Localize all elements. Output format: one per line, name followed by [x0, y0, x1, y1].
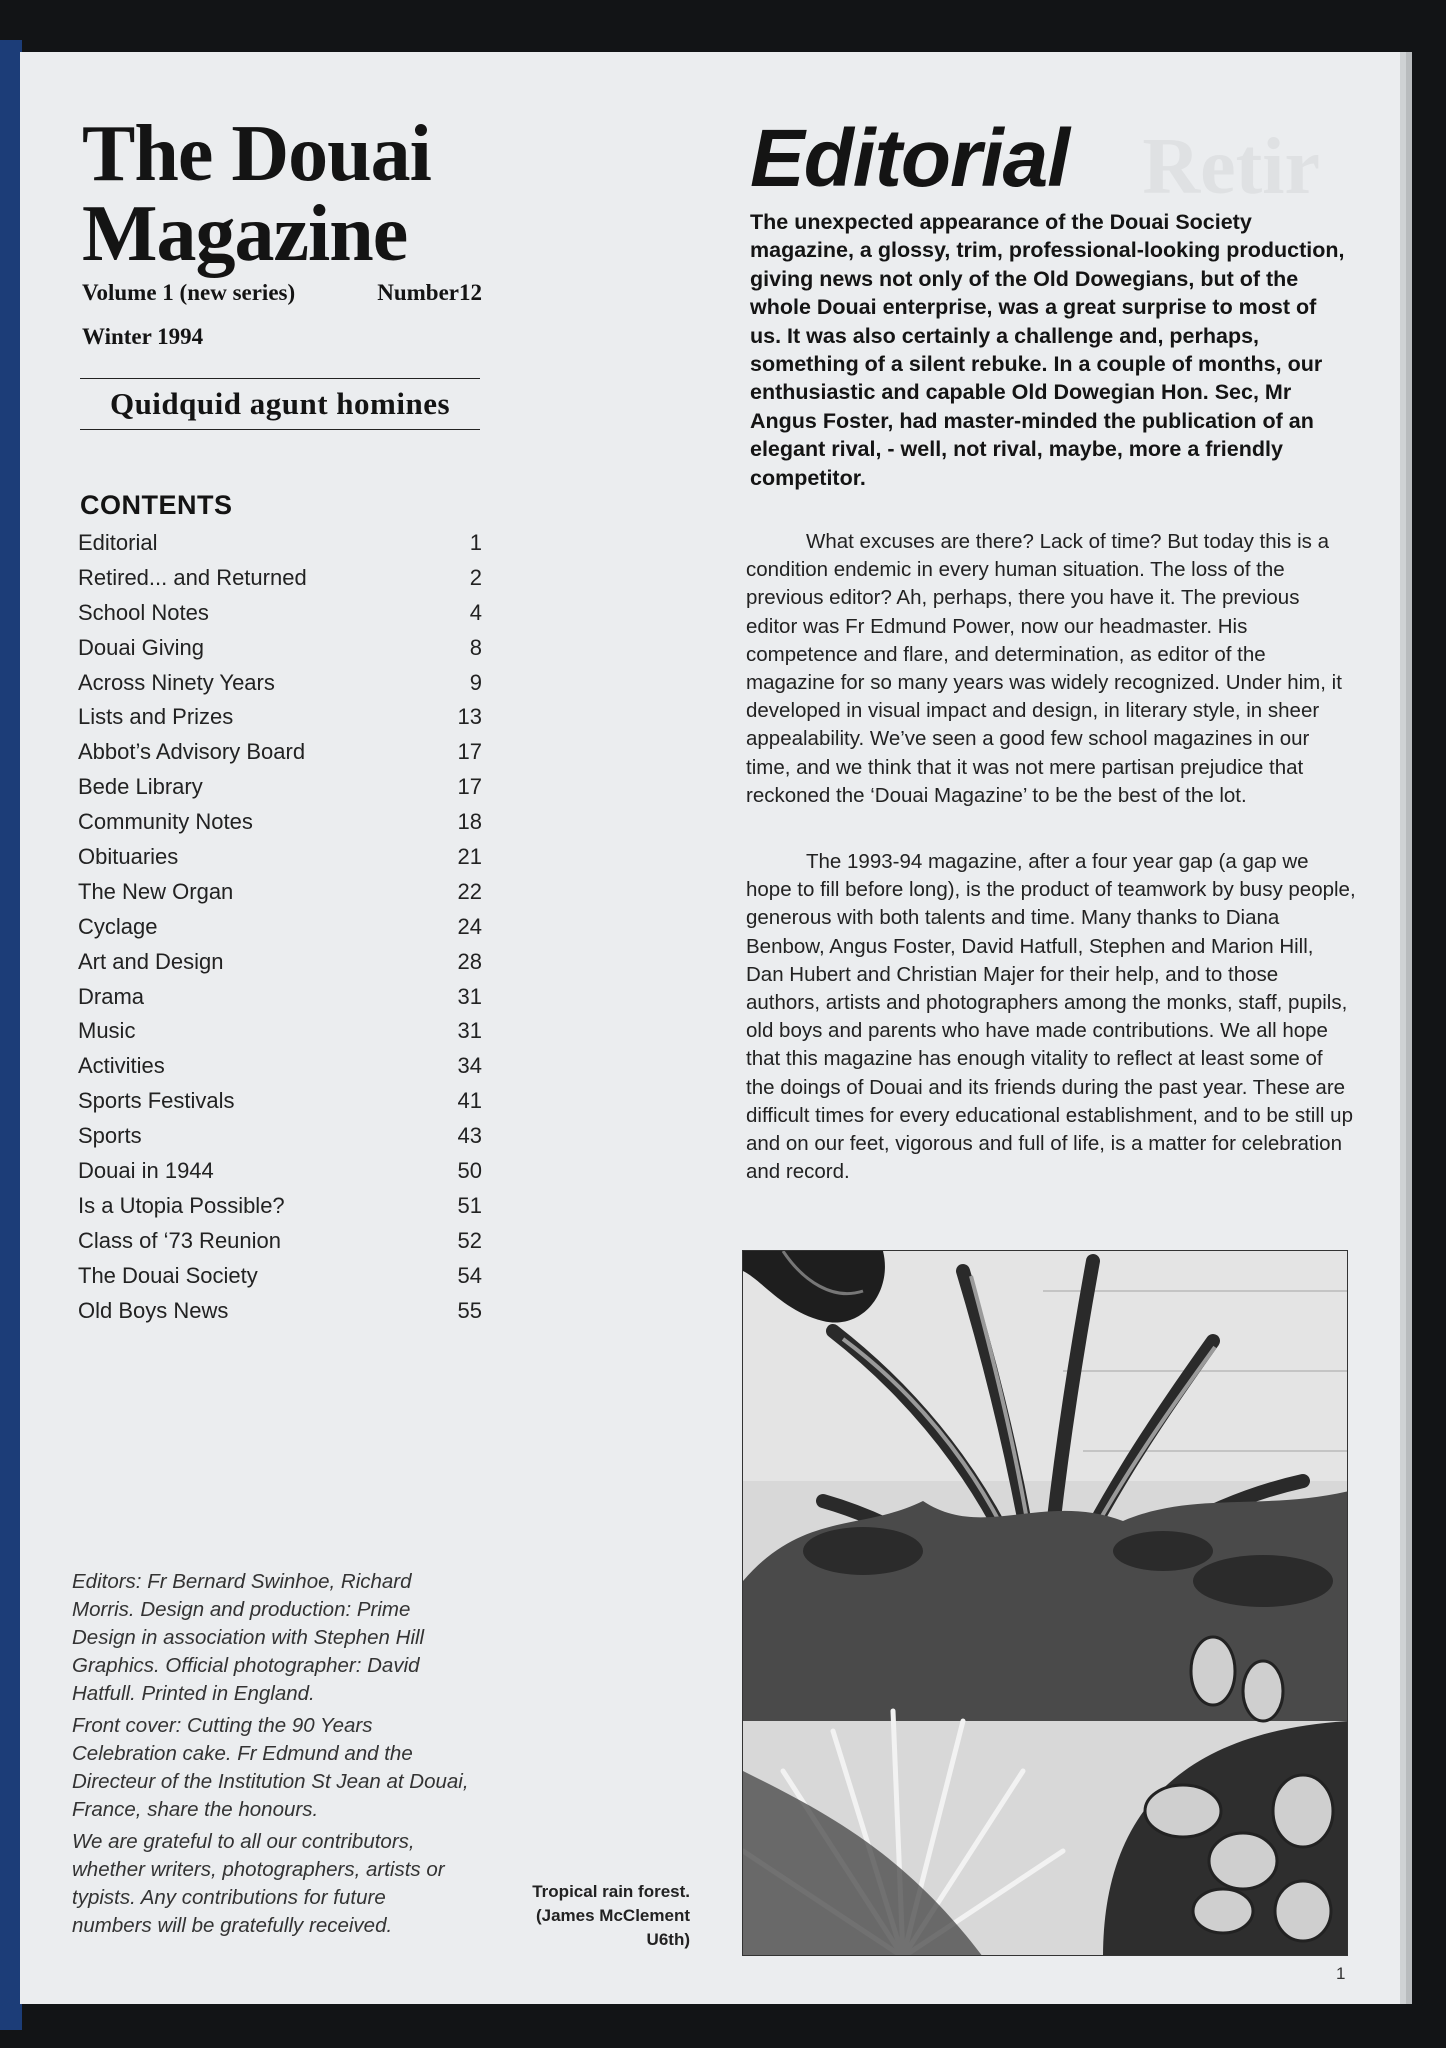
magazine-title	[82, 110, 482, 278]
contents-item-page: 4	[469, 599, 482, 625]
credits-front-cover: Front cover: Cutting the 90 Years Celebration cake. Fr Edmund and the Directeur of the Institution St Jean at Douai, France, share the honours.	[72, 1714, 469, 1821]
contents-item-title: Is a Utopia Possible?	[78, 1192, 285, 1218]
contents-item-page: 8	[469, 634, 482, 660]
contents-item-page: 17	[457, 774, 482, 800]
contents-item-page: 51	[457, 1192, 482, 1218]
contents-item	[78, 875, 482, 910]
contents-item	[78, 840, 482, 875]
contents-item-title: Abbot’s Advisory Board	[78, 739, 306, 765]
contents-item-page: 34	[457, 1053, 482, 1079]
editorial-paragraph-2: The 1993-94 magazine, after a four year gap (a gap we hope to fill before long), is the product of teamwork by busy people, generous with both talents and time. Many thanks to Diana Benbow, Angus Foster, David Hatfull, Stephen and Marion Hill, Dan Hubert and Christian Majer for their help, and to those authors, artists and photographers among the monks, staff, pupils, old boys and parents who have made contributions. We all hope that this magazine has enough vitality to reflect at least some of the doings of Douai and its friends during the past year. These are difficult times for every educational establishment, and to be still up and on our feet, vigorous and full of life, is a matter for celebration and record.	[746, 850, 1356, 1184]
show-through-text: Retir	[1142, 123, 1320, 211]
contents-item-page: 54	[457, 1262, 482, 1288]
contents-list	[78, 526, 482, 1328]
editorial-heading: Editorial	[750, 113, 1070, 204]
title-line-2: Magazine	[82, 190, 408, 278]
contents-item	[78, 596, 482, 631]
contents-item-page: 52	[457, 1227, 482, 1253]
contents-item-title: Sports Festivals	[78, 1088, 235, 1114]
rainforest-illustration	[743, 1251, 1348, 1956]
contents-item-page: 13	[457, 704, 482, 730]
contents-item	[78, 805, 482, 840]
contents-item-page: 28	[457, 948, 482, 974]
contents-item	[78, 945, 482, 980]
contents-item	[78, 770, 482, 805]
contents-item-page: 43	[457, 1123, 482, 1149]
contents-item-title: Sports	[78, 1123, 142, 1149]
motto-banner	[80, 378, 480, 430]
contents-item-page: 41	[457, 1088, 482, 1114]
credits-editors: Editors: Fr Bernard Swinhoe, Richard Morris. Design and production: Prime Design in association with Stephen Hill Graphics. Official photographer: David Hatfull. Printed in England.	[72, 1570, 425, 1705]
motto: Quidquid agunt homines	[109, 386, 451, 421]
volume-row	[82, 280, 482, 306]
contents-item	[78, 1084, 482, 1119]
contents-item-page: 2	[469, 564, 482, 590]
contents-item-title: Douai in 1944	[78, 1158, 214, 1184]
issue-number: Number12	[377, 280, 482, 305]
contents-item-title: Community Notes	[78, 809, 253, 835]
contents-item-title: Editorial	[78, 530, 158, 555]
contents-item-page: 24	[457, 913, 482, 939]
contents-item	[78, 910, 482, 945]
credits-block	[72, 1568, 470, 1944]
contents-item	[78, 1294, 482, 1329]
contents-item-page: 17	[457, 739, 482, 765]
contents-item-title: The Douai Society	[78, 1262, 258, 1288]
contents-item-title: School Notes	[78, 599, 209, 625]
contents-item-page: 50	[457, 1158, 482, 1184]
contents-heading: CONTENTS	[80, 490, 233, 520]
contents-item-title: Old Boys News	[78, 1297, 229, 1323]
contents-item-title: Bede Library	[78, 774, 203, 800]
volume-label: Volume 1 (new series)	[82, 280, 296, 305]
contents-item-title: Obituaries	[78, 844, 179, 870]
page-number: 1	[1336, 1964, 1346, 1983]
contents-item-page: 9	[469, 669, 482, 695]
contents-item	[78, 1189, 482, 1224]
contents-item	[78, 526, 482, 561]
editorial-paragraph-1: What excuses are there? Lack of time? But today this is a condition endemic in every human situation. The loss of the previous editor? Ah, perhaps, there you have it. The previous editor was Fr Edmund Power, now our headmaster. His competence and flare, and determination, as editor of the magazine for so many years was widely recognized. Under him, it developed in visual impact and design, in literary style, in sheer appealability. We’ve seen a good few school magazines in our time, and we think that it was not mere partisan prejudice that reckoned the ‘Douai Magazine’ to be the best of the lot.	[746, 530, 1342, 807]
contents-item	[78, 666, 482, 701]
contents-item-page: 31	[457, 1018, 482, 1044]
contents-item	[78, 631, 482, 666]
contents-item-page: 22	[457, 878, 482, 904]
contents-item-title: Class of ‘73 Reunion	[78, 1227, 282, 1253]
contents-item-title: Art and Design	[78, 948, 224, 974]
magazine-page	[20, 52, 1400, 2004]
contents-item	[78, 1049, 482, 1084]
contents-item	[78, 1154, 482, 1189]
contents-item	[78, 561, 482, 596]
contents-item	[78, 1259, 482, 1294]
contents-item-page: 21	[457, 844, 482, 870]
editorial-lead: The unexpected appearance of the Douai Society magazine, a glossy, trim, professional-looking production, giving news not only of the Old Dowegians, but of the whole Douai enterprise, was a great surprise to most of us. It was also certainly a challenge and, perhaps, something of a silent rebuke. In a couple of months, our enthusiastic and capable Old Dowegian Hon. Sec, Mr Angus Foster, had master-minded the publication of an elegant rival, - well, not rival, maybe, more a friendly competitor.	[750, 210, 1345, 490]
contents-item-title: Cyclage	[78, 913, 158, 939]
contents-item-page: 55	[457, 1297, 482, 1323]
contents-item-title: Retired... and Returned	[78, 564, 307, 590]
contents-item	[78, 1224, 482, 1259]
contents-item-page: 18	[457, 809, 482, 835]
contents-item-page: 1	[469, 530, 482, 555]
contents-item-title: Activities	[78, 1053, 165, 1079]
title-line-1: The Douai	[82, 110, 431, 198]
contents-item	[78, 1014, 482, 1049]
contents-item	[78, 700, 482, 735]
contents-item-title: The New Organ	[78, 878, 234, 904]
contents-item-title: Douai Giving	[78, 634, 204, 660]
contents-item	[78, 980, 482, 1015]
contents-item-title: Across Ninety Years	[78, 669, 275, 695]
contents-item	[78, 735, 482, 770]
binder-spine	[0, 40, 22, 2030]
issue-date: Winter 1994	[82, 324, 204, 349]
contents-item-title: Lists and Prizes	[78, 704, 234, 730]
contents-item-page: 31	[457, 983, 482, 1009]
contents-item	[78, 1119, 482, 1154]
credits-thanks: We are grateful to all our contributors, whether writers, photographers, artists or typists. Any contributions for future numbers will be gratefully received.	[72, 1830, 445, 1937]
artwork-caption: Tropical rain forest. (James McClement U6th)	[532, 1882, 690, 1949]
contents-item-title: Drama	[78, 983, 145, 1009]
rainforest-artwork	[742, 1250, 1348, 1956]
contents-item-title: Music	[78, 1018, 136, 1044]
